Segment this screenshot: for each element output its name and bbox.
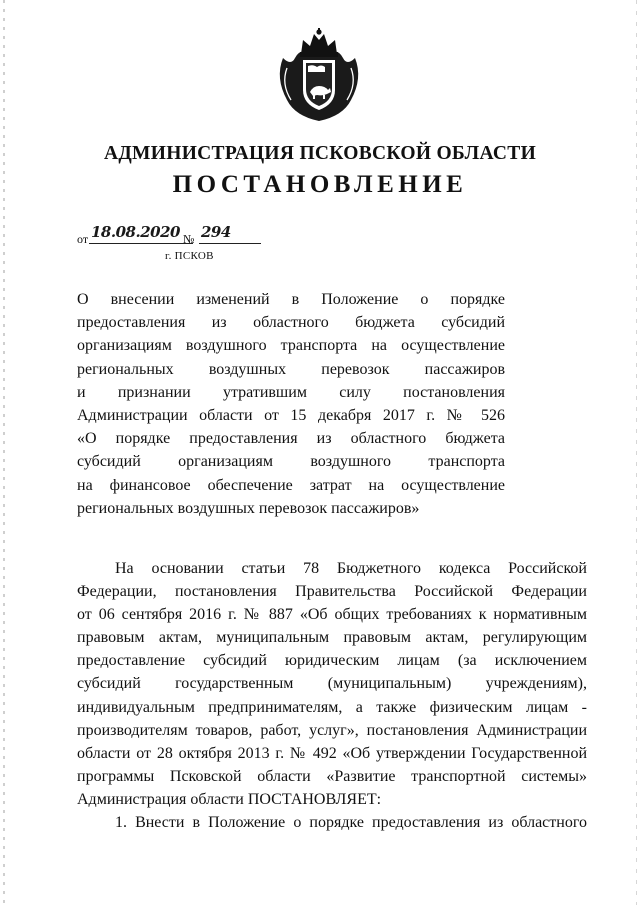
body-line: субсидий государственным (муниципальным) учреждениям),: [77, 675, 587, 693]
body-line: индивидуальным предпринимателям, а также физическим лицам -: [77, 698, 587, 716]
body-line: программы Псковской области «Развитие транспортной системы»: [77, 767, 587, 785]
city-label: г. ПСКОВ: [165, 250, 214, 262]
pskov-oblast-coat-of-arms-icon: [273, 28, 365, 122]
body-line: от 06 сентября 2016 г. № 887 «Об общих требованиях к нормативным: [77, 606, 587, 624]
handwritten-date: 18.08.2020: [91, 223, 180, 241]
subject-line: на финансовое обеспечение затрат на осуществление: [77, 476, 505, 494]
registration-line: [77, 223, 267, 245]
subject-line: региональных воздушных перевозок пассажиров»: [77, 499, 420, 517]
body-line: производителям товаров, работ, услуг», постановления Администрации: [77, 721, 587, 739]
organization-title: АДМИНИСТРАЦИЯ ПСКОВСКОЙ ОБЛАСТИ: [103, 143, 537, 164]
document-type-title: ПОСТАНОВЛЕНИЕ: [172, 171, 468, 198]
document-subject: [77, 288, 505, 520]
subject-line: «О порядке предоставления из областного бюджета: [77, 430, 505, 448]
number-prefix: №: [183, 232, 195, 246]
subject-line: О внесении изменений в Положение о порядке: [77, 291, 505, 308]
body-line: правовым актам, муниципальным правовым актам, регулирующим: [77, 629, 587, 647]
date-prefix: от: [77, 232, 89, 246]
body-line: предоставление субсидий юридическим лицам (за исключением: [77, 652, 587, 670]
subject-line: Администрации области от 15 декабря 2017 г. № 526: [77, 406, 505, 424]
body-line: Федерации, постановления Правительства Российской Федерации: [77, 583, 587, 601]
subject-line: предоставления из областного бюджета субсидий: [77, 314, 505, 332]
subject-line: организациям воздушного транспорта на осуществление: [77, 337, 505, 355]
document-body: [77, 557, 587, 834]
subject-line: субсидий организациям воздушного транспорта: [77, 453, 505, 471]
body-line: Администрация области ПОСТАНОВЛЯЕТ:: [77, 790, 382, 808]
handwritten-number: 294: [201, 223, 231, 241]
scan-edge-right: [636, 0, 637, 905]
scan-edge-left: [3, 0, 5, 905]
number-underline: [199, 243, 261, 244]
subject-line: региональных воздушных перевозок пассажиров: [77, 360, 505, 378]
body-line: области от 28 октября 2013 г. № 492 «Об утверждении Государственной: [77, 744, 587, 762]
date-underline: [89, 243, 193, 244]
body-line: На основании статьи 78 Бюджетного кодекса Российской: [115, 560, 587, 577]
subject-line: и признании утратившим силу постановления: [77, 383, 505, 401]
body-line: 1. Внести в Положение о порядке предоставления из областного: [115, 814, 587, 832]
